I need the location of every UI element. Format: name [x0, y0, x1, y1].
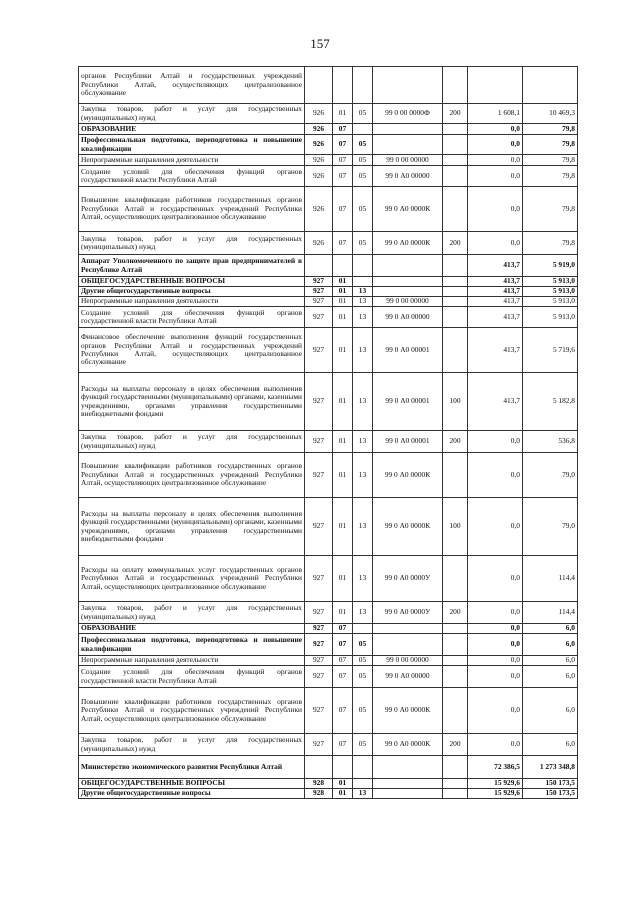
row-name-cell: Непрограммные направления деятельности [79, 656, 305, 666]
row-name-cell: Создание условий для обеспечения функций органов государственной власти Республики Алтай [79, 307, 305, 328]
section-code-cell: 01 [333, 297, 353, 307]
subsection-code-cell [353, 277, 373, 287]
target-article-cell [373, 789, 443, 799]
amount-1-cell: 15 929,6 [468, 779, 523, 789]
amount-1-cell: 0,0 [468, 453, 523, 498]
expense-type-cell [443, 656, 468, 666]
table-row [79, 277, 578, 287]
target-article-cell: 99 0 А0 00001 [373, 373, 443, 431]
section-code-cell: 07 [333, 666, 353, 688]
expense-type-cell [443, 328, 468, 373]
row-name-cell: ОБРАЗОВАНИЕ [79, 624, 305, 634]
table-row [79, 789, 578, 799]
amount-1-cell: 413,7 [468, 277, 523, 287]
section-code-cell [333, 255, 353, 277]
target-article-cell: 99 0 А0 00000 [373, 307, 443, 328]
table-row [79, 656, 578, 666]
expense-type-cell [443, 287, 468, 297]
row-name-cell: Аппарат Уполномоченного по защите прав предпринимателей в Республике Алтай [79, 255, 305, 277]
subsection-code-cell [353, 67, 373, 104]
section-code-cell: 07 [333, 187, 353, 232]
amount-2-cell: 6,0 [523, 734, 578, 756]
table-row [79, 634, 578, 656]
expense-type-cell: 200 [443, 602, 468, 624]
amount-2-cell: 5 913,0 [523, 287, 578, 297]
amount-2-cell [523, 67, 578, 104]
target-article-cell: 99 0 А0 00001 [373, 431, 443, 453]
subsection-code-cell: 05 [353, 155, 373, 166]
row-name-cell: Другие общегосударственные вопросы [79, 789, 305, 799]
ministry-code-cell: 927 [305, 602, 333, 624]
amount-2-cell: 5 182,8 [523, 373, 578, 431]
target-article-cell [373, 287, 443, 297]
target-article-cell: 99 0 00 00000 [373, 297, 443, 307]
row-name-cell: Повышение квалификации работников государственных органов Республики Алтай и государственных учреждений Республики Алтай, осуществляющих централизованное обслуживание [79, 453, 305, 498]
expense-type-cell: 100 [443, 498, 468, 556]
target-article-cell [373, 624, 443, 634]
subsection-code-cell: 13 [353, 287, 373, 297]
expense-type-cell: 200 [443, 232, 468, 255]
expense-type-cell [443, 779, 468, 789]
ministry-code-cell: 927 [305, 688, 333, 734]
amount-1-cell: 413,7 [468, 255, 523, 277]
target-article-cell: 99 0 00 0000Ф [373, 104, 443, 124]
expense-type-cell [443, 166, 468, 187]
section-code-cell: 01 [333, 498, 353, 556]
target-article-cell [373, 124, 443, 135]
ministry-code-cell: 927 [305, 666, 333, 688]
subsection-code-cell: 13 [353, 498, 373, 556]
amount-2-cell: 5 719,6 [523, 328, 578, 373]
expense-type-cell [443, 67, 468, 104]
subsection-code-cell: 05 [353, 666, 373, 688]
subsection-code-cell: 05 [353, 688, 373, 734]
row-name-cell: Министерство экономического развития Республики Алтай [79, 756, 305, 779]
amount-1-cell: 0,0 [468, 431, 523, 453]
table-row [79, 135, 578, 155]
amount-2-cell: 536,8 [523, 431, 578, 453]
budget-table [78, 66, 578, 799]
amount-2-cell: 79,0 [523, 453, 578, 498]
amount-1-cell: 0,0 [468, 232, 523, 255]
table-row [79, 232, 578, 255]
amount-2-cell: 6,0 [523, 634, 578, 656]
expense-type-cell [443, 124, 468, 135]
section-code-cell: 07 [333, 734, 353, 756]
amount-1-cell: 72 386,5 [468, 756, 523, 779]
ministry-code-cell: 927 [305, 297, 333, 307]
row-name-cell: Закупка товаров, работ и услуг для государственных (муниципальных) нужд [79, 104, 305, 124]
target-article-cell [373, 255, 443, 277]
amount-1-cell: 0,0 [468, 656, 523, 666]
row-name-cell: Другие общегосударственные вопросы [79, 287, 305, 297]
amount-1-cell: 15 929,6 [468, 789, 523, 799]
ministry-code-cell [305, 67, 333, 104]
section-code-cell: 07 [333, 624, 353, 634]
ministry-code-cell: 928 [305, 779, 333, 789]
section-code-cell: 07 [333, 155, 353, 166]
amount-1-cell: 0,0 [468, 666, 523, 688]
amount-1-cell: 0,0 [468, 688, 523, 734]
table-row [79, 67, 578, 104]
target-article-cell [373, 779, 443, 789]
table-row [79, 688, 578, 734]
row-name-cell: Профессиональная подготовка, переподготовка и повышение квалификации [79, 135, 305, 155]
expense-type-cell [443, 624, 468, 634]
target-article-cell [373, 756, 443, 779]
subsection-code-cell: 05 [353, 656, 373, 666]
row-name-cell: Расходы на выплаты персоналу в целях обеспечения выполнения функций государственными (муниципальными) органами, казенными учреждениями, органами управления государственными внебюджетными фондами [79, 373, 305, 431]
subsection-code-cell: 13 [353, 431, 373, 453]
expense-type-cell [443, 297, 468, 307]
target-article-cell: 99 0 А0 0000К [373, 688, 443, 734]
target-article-cell: 99 0 А0 0000К [373, 187, 443, 232]
subsection-code-cell: 13 [353, 789, 373, 799]
row-name-cell: Расходы на выплаты персоналу в целях обеспечения выполнения функций государственными (муниципальными) органами, казенными учреждениями, органами управления государственными внебюджетными фондами [79, 498, 305, 556]
row-name-cell: Создание условий для обеспечения функций органов государственной власти Республики Алтай [79, 666, 305, 688]
amount-2-cell: 79,8 [523, 124, 578, 135]
ministry-code-cell: 927 [305, 287, 333, 297]
target-article-cell: 99 0 А0 0000К [373, 232, 443, 255]
row-name-cell: ОБЩЕГОСУДАРСТВЕННЫЕ ВОПРОСЫ [79, 277, 305, 287]
ministry-code-cell: 927 [305, 431, 333, 453]
ministry-code-cell: 927 [305, 307, 333, 328]
table-row [79, 756, 578, 779]
subsection-code-cell: 13 [353, 602, 373, 624]
subsection-code-cell [353, 624, 373, 634]
amount-1-cell: 1 608,1 [468, 104, 523, 124]
section-code-cell: 07 [333, 135, 353, 155]
expense-type-cell [443, 187, 468, 232]
expense-type-cell [443, 756, 468, 779]
amount-2-cell: 5 913,0 [523, 297, 578, 307]
subsection-code-cell [353, 124, 373, 135]
table-row [79, 287, 578, 297]
table-row [79, 431, 578, 453]
amount-2-cell: 79,8 [523, 166, 578, 187]
target-article-cell: 99 0 А0 0000У [373, 556, 443, 602]
amount-1-cell: 0,0 [468, 624, 523, 634]
expense-type-cell [443, 255, 468, 277]
amount-2-cell: 6,0 [523, 624, 578, 634]
table-row [79, 155, 578, 166]
table-row [79, 666, 578, 688]
subsection-code-cell: 05 [353, 734, 373, 756]
amount-2-cell: 114,4 [523, 602, 578, 624]
row-name-cell: ОБЩЕГОСУДАРСТВЕННЫЕ ВОПРОСЫ [79, 779, 305, 789]
section-code-cell: 07 [333, 232, 353, 255]
amount-1-cell: 413,7 [468, 328, 523, 373]
table-row [79, 307, 578, 328]
amount-1-cell: 413,7 [468, 307, 523, 328]
table-row [79, 556, 578, 602]
section-code-cell: 01 [333, 789, 353, 799]
section-code-cell: 01 [333, 556, 353, 602]
expense-type-cell [443, 277, 468, 287]
target-article-cell [373, 67, 443, 104]
row-name-cell: Закупка товаров, работ и услуг для государственных (муниципальных) нужд [79, 734, 305, 756]
amount-1-cell: 0,0 [468, 124, 523, 135]
subsection-code-cell: 05 [353, 232, 373, 255]
amount-2-cell: 6,0 [523, 666, 578, 688]
subsection-code-cell: 13 [353, 307, 373, 328]
ministry-code-cell: 927 [305, 277, 333, 287]
ministry-code-cell: 927 [305, 624, 333, 634]
row-name-cell: Закупка товаров, работ и услуг для государственных (муниципальных) нужд [79, 232, 305, 255]
target-article-cell: 99 0 А0 0000К [373, 498, 443, 556]
subsection-code-cell: 05 [353, 187, 373, 232]
section-code-cell: 01 [333, 431, 353, 453]
amount-2-cell: 6,0 [523, 688, 578, 734]
expense-type-cell [443, 155, 468, 166]
ministry-code-cell: 927 [305, 734, 333, 756]
section-code-cell: 01 [333, 373, 353, 431]
table-row [79, 297, 578, 307]
subsection-code-cell [353, 255, 373, 277]
amount-1-cell: 0,0 [468, 135, 523, 155]
row-name-cell: Закупка товаров, работ и услуг для государственных (муниципальных) нужд [79, 602, 305, 624]
amount-2-cell: 150 173,5 [523, 789, 578, 799]
ministry-code-cell [305, 255, 333, 277]
row-name-cell: Создание условий для обеспечения функций органов государственной власти Республики Алтай [79, 166, 305, 187]
ministry-code-cell: 926 [305, 155, 333, 166]
ministry-code-cell: 926 [305, 187, 333, 232]
target-article-cell: 99 0 А0 00000 [373, 166, 443, 187]
ministry-code-cell: 927 [305, 634, 333, 656]
section-code-cell: 07 [333, 166, 353, 187]
amount-1-cell [468, 67, 523, 104]
amount-1-cell: 0,0 [468, 634, 523, 656]
expense-type-cell: 200 [443, 734, 468, 756]
amount-1-cell: 413,7 [468, 373, 523, 431]
amount-2-cell: 5 913,0 [523, 307, 578, 328]
expense-type-cell [443, 453, 468, 498]
ministry-code-cell: 926 [305, 232, 333, 255]
section-code-cell: 07 [333, 688, 353, 734]
amount-2-cell: 1 273 348,8 [523, 756, 578, 779]
table-row [79, 624, 578, 634]
row-name-cell: Профессиональная подготовка, переподготовка и повышение квалификации [79, 634, 305, 656]
ministry-code-cell: 927 [305, 656, 333, 666]
row-name-cell: Закупка товаров, работ и услуг для государственных (муниципальных) нужд [79, 431, 305, 453]
section-code-cell: 01 [333, 287, 353, 297]
ministry-code-cell: 927 [305, 373, 333, 431]
table-row [79, 104, 578, 124]
target-article-cell: 99 0 00 00000 [373, 155, 443, 166]
amount-2-cell: 6,0 [523, 656, 578, 666]
table-row [79, 373, 578, 431]
row-name-cell: Повышение квалификации работников государственных органов Республики Алтай и государственных учреждений Республики Алтай, осуществляющих централизованное обслуживание [79, 187, 305, 232]
amount-2-cell: 5 913,0 [523, 277, 578, 287]
row-name-cell: Непрограммные направления деятельности [79, 155, 305, 166]
table-row [79, 453, 578, 498]
amount-2-cell: 79,8 [523, 187, 578, 232]
section-code-cell: 07 [333, 656, 353, 666]
row-name-cell: Финансовое обеспечение выполнения функций государственных органов Республики Алтай и государственных учреждений Республики Алтай, осуществляющих централизованное обслуживание [79, 328, 305, 373]
ministry-code-cell: 927 [305, 556, 333, 602]
target-article-cell [373, 634, 443, 656]
expense-type-cell [443, 307, 468, 328]
target-article-cell: 99 0 А0 0000К [373, 453, 443, 498]
expense-type-cell [443, 634, 468, 656]
amount-2-cell: 150 173,5 [523, 779, 578, 789]
ministry-code-cell: 928 [305, 789, 333, 799]
subsection-code-cell: 13 [353, 453, 373, 498]
table-row [79, 602, 578, 624]
table-row [79, 734, 578, 756]
amount-2-cell: 5 919,0 [523, 255, 578, 277]
subsection-code-cell: 13 [353, 373, 373, 431]
expense-type-cell [443, 666, 468, 688]
expense-type-cell [443, 789, 468, 799]
row-name-cell: Непрограммные направления деятельности [79, 297, 305, 307]
amount-2-cell: 79,8 [523, 155, 578, 166]
target-article-cell: 99 0 А0 0000К [373, 734, 443, 756]
ministry-code-cell: 926 [305, 135, 333, 155]
section-code-cell: 01 [333, 104, 353, 124]
amount-1-cell: 413,7 [468, 297, 523, 307]
row-name-cell: Расходы на оплату коммунальных услуг государственных органов Республики Алтай и государственных учреждений Республики Алтай, осуществляющих централизованное обслуживание [79, 556, 305, 602]
amount-2-cell: 79,8 [523, 232, 578, 255]
expense-type-cell: 100 [443, 373, 468, 431]
ministry-code-cell: 926 [305, 104, 333, 124]
expense-type-cell [443, 135, 468, 155]
row-name-cell: Повышение квалификации работников государственных органов Республики Алтай и государственных учреждений Республики Алтай, осуществляющих централизованное обслуживание [79, 688, 305, 734]
expense-type-cell: 200 [443, 431, 468, 453]
target-article-cell: 99 0 А0 0000У [373, 602, 443, 624]
subsection-code-cell: 05 [353, 634, 373, 656]
table-row [79, 779, 578, 789]
ministry-code-cell: 927 [305, 453, 333, 498]
section-code-cell [333, 756, 353, 779]
section-code-cell: 01 [333, 453, 353, 498]
section-code-cell: 01 [333, 602, 353, 624]
ministry-code-cell: 926 [305, 124, 333, 135]
subsection-code-cell: 13 [353, 297, 373, 307]
amount-2-cell: 114,4 [523, 556, 578, 602]
amount-2-cell: 79,8 [523, 135, 578, 155]
subsection-code-cell: 05 [353, 166, 373, 187]
expense-type-cell [443, 688, 468, 734]
ministry-code-cell: 926 [305, 166, 333, 187]
page-number: 157 [310, 36, 330, 51]
amount-1-cell: 0,0 [468, 166, 523, 187]
expense-type-cell [443, 556, 468, 602]
amount-2-cell: 10 469,3 [523, 104, 578, 124]
amount-1-cell: 0,0 [468, 556, 523, 602]
section-code-cell [333, 67, 353, 104]
amount-1-cell: 0,0 [468, 155, 523, 166]
target-article-cell: 99 0 А0 00001 [373, 328, 443, 373]
subsection-code-cell [353, 756, 373, 779]
row-name-cell: ОБРАЗОВАНИЕ [79, 124, 305, 135]
section-code-cell: 01 [333, 779, 353, 789]
subsection-code-cell: 13 [353, 328, 373, 373]
subsection-code-cell [353, 779, 373, 789]
target-article-cell [373, 135, 443, 155]
section-code-cell: 01 [333, 307, 353, 328]
section-code-cell: 01 [333, 328, 353, 373]
table-row [79, 166, 578, 187]
expense-type-cell: 200 [443, 104, 468, 124]
row-name-cell: органов Республики Алтай и государственных учреждений Республики Алтай, осуществляющих централизованное обслуживание [79, 67, 305, 104]
table-row [79, 255, 578, 277]
section-code-cell: 07 [333, 634, 353, 656]
amount-1-cell: 0,0 [468, 498, 523, 556]
section-code-cell: 07 [333, 124, 353, 135]
amount-1-cell: 0,0 [468, 187, 523, 232]
ministry-code-cell: 927 [305, 328, 333, 373]
amount-1-cell: 413,7 [468, 287, 523, 297]
ministry-code-cell: 927 [305, 498, 333, 556]
table-row [79, 328, 578, 373]
section-code-cell: 01 [333, 277, 353, 287]
table-row [79, 187, 578, 232]
subsection-code-cell: 13 [353, 556, 373, 602]
table-row [79, 124, 578, 135]
table-row [79, 498, 578, 556]
subsection-code-cell: 05 [353, 104, 373, 124]
target-article-cell: 99 0 00 00000 [373, 656, 443, 666]
subsection-code-cell: 05 [353, 135, 373, 155]
amount-1-cell: 0,0 [468, 602, 523, 624]
target-article-cell [373, 277, 443, 287]
ministry-code-cell [305, 756, 333, 779]
amount-2-cell: 79,0 [523, 498, 578, 556]
amount-1-cell: 0,0 [468, 734, 523, 756]
target-article-cell: 99 0 А0 00000 [373, 666, 443, 688]
